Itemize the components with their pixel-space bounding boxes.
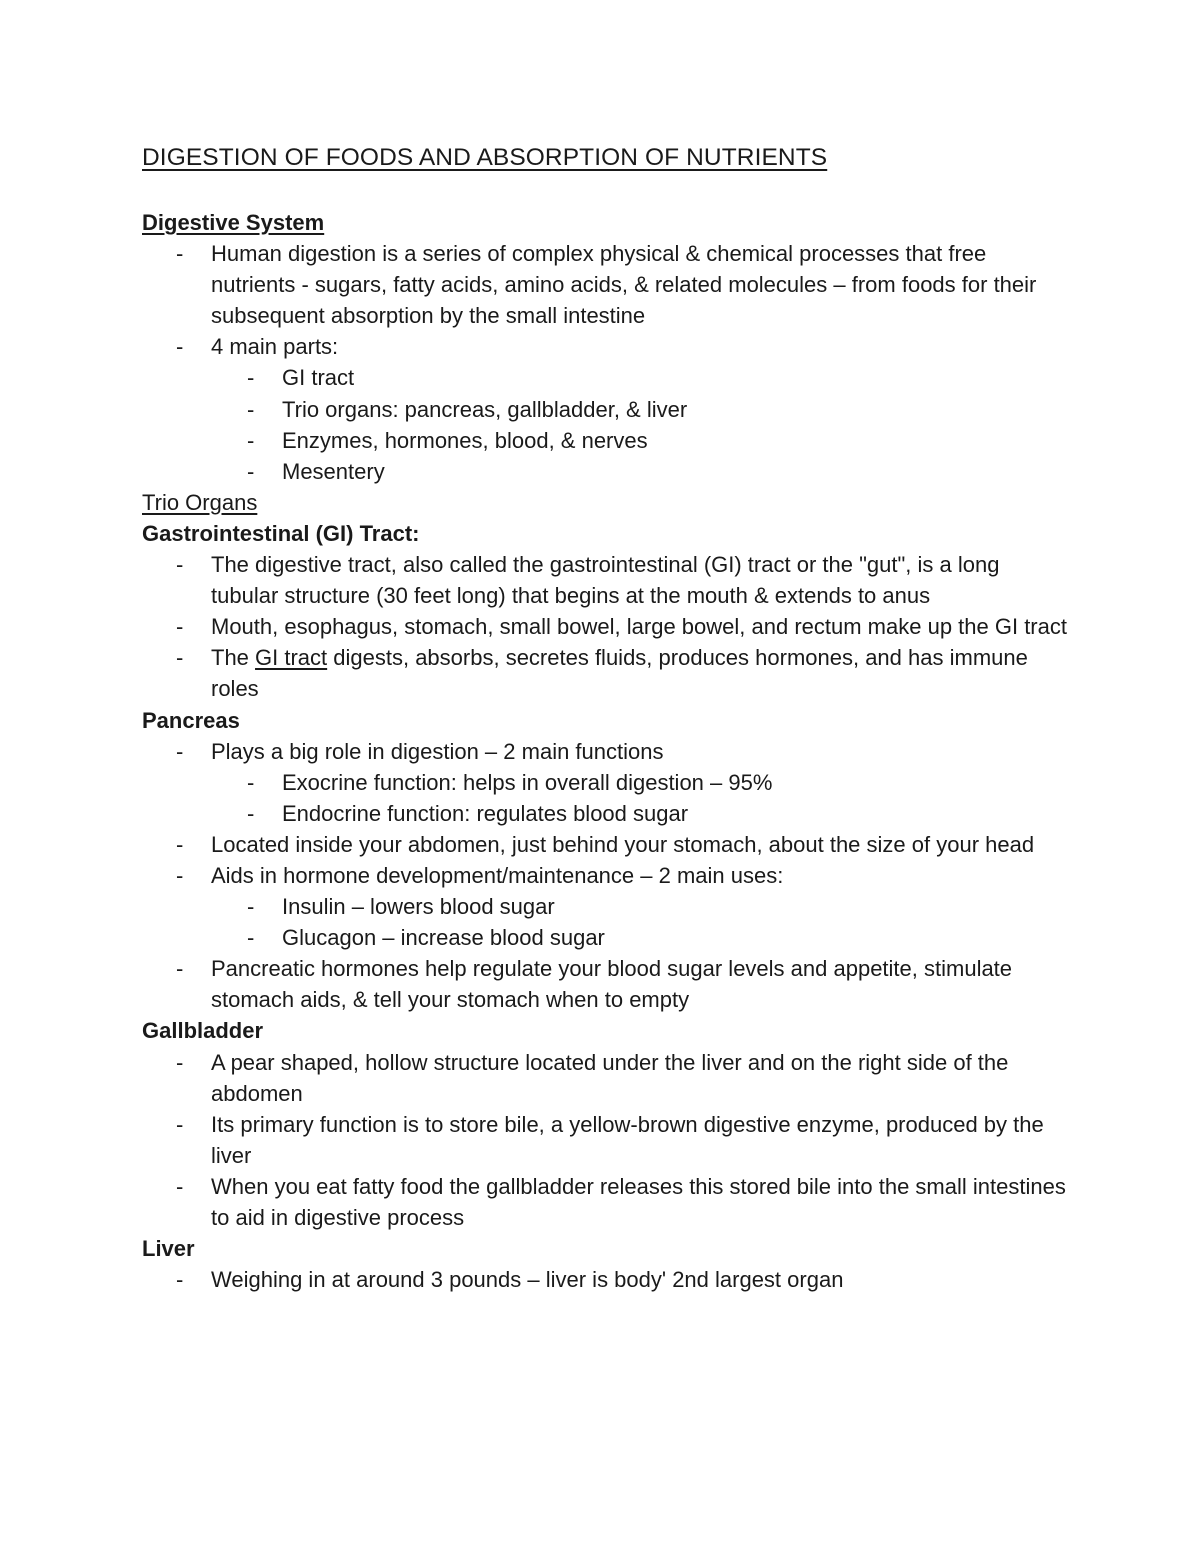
list-item-text: Exocrine function: helps in overall digestion – 95%: [282, 769, 773, 795]
section-heading: Liver: [142, 1236, 195, 1262]
list-item: [142, 829, 1072, 860]
bullet-dash: -: [176, 334, 184, 360]
bullet-dash: -: [176, 956, 184, 982]
list-item-text: A pear shaped, hollow structure located under the liver and on the right side of the abdomen: [211, 1049, 1009, 1106]
sub-list-item: [142, 362, 1072, 393]
list-item: [142, 1047, 1072, 1109]
bullet-dash: -: [176, 1173, 184, 1199]
list-item-text: Its primary function is to store bile, a yellow-brown digestive enzyme, produced by the liver: [211, 1111, 1044, 1168]
sub-list-item: [142, 767, 1072, 798]
sub-list-item: [142, 891, 1072, 922]
list-item-text-post: digests, absorbs, secretes fluids, produces hormones, and has immune roles: [211, 645, 1028, 702]
section-pancreas: [142, 705, 1072, 1016]
bullet-dash: -: [247, 396, 255, 422]
list-item-text: Mesentery: [282, 458, 385, 484]
list-item-text: Mouth, esophagus, stomach, small bowel, large bowel, and rectum make up the GI tract: [211, 614, 1067, 640]
bullet-dash: -: [176, 241, 184, 267]
section-gi-tract: [142, 518, 1072, 705]
list-item-text: Trio organs: pancreas, gallbladder, & liver: [282, 396, 688, 422]
bullet-dash: -: [247, 894, 255, 920]
section-heading: Pancreas: [142, 707, 240, 733]
bullet-dash: -: [176, 862, 184, 888]
sub-list-item: [142, 425, 1072, 456]
list-item: [142, 238, 1072, 331]
list-item: [142, 1109, 1072, 1171]
list-item-text: Human digestion is a series of complex physical & chemical processes that free nutrients - sugars, fatty acids, amino acids, & related molecules – from foods for their subsequent absorption by the small intestine: [211, 241, 1037, 329]
document-page: [142, 140, 1072, 1295]
section-gallbladder: [142, 1015, 1072, 1233]
sub-list-item: [142, 456, 1072, 487]
section-heading: Gallbladder: [142, 1018, 264, 1044]
gi-tract-underlined-text: GI tract: [255, 645, 328, 671]
list-item-text: The digestive tract, also called the gastrointestinal (GI) tract or the "gut", is a long tubular structure (30 feet long) that begins at the mouth & extends to anus: [211, 552, 1000, 609]
list-item: [142, 1171, 1072, 1233]
bullet-dash: -: [247, 427, 255, 453]
document-title: DIGESTION OF FOODS AND ABSORPTION OF NUTRIENTS: [142, 144, 828, 171]
list-item-text: GI tract: [282, 365, 355, 391]
list-item: [142, 860, 1072, 891]
list-item: [142, 611, 1072, 642]
list-item: [142, 736, 1072, 767]
trio-organs-subheading: Trio Organs: [142, 489, 258, 515]
list-item: [142, 642, 1072, 704]
list-item-text: Plays a big role in digestion – 2 main functions: [211, 738, 664, 764]
list-item: [142, 953, 1072, 1015]
bullet-dash: -: [176, 645, 184, 671]
bullet-dash: -: [247, 458, 255, 484]
list-item: [142, 1264, 1072, 1295]
list-item-text: Pancreatic hormones help regulate your blood sugar levels and appetite, stimulate stomach aids, & tell your stomach when to empty: [211, 956, 1013, 1013]
section-heading: Gastrointestinal (GI) Tract:: [142, 520, 420, 546]
list-item-text: Enzymes, hormones, blood, & nerves: [282, 427, 648, 453]
bullet-dash: -: [247, 925, 255, 951]
list-item: [142, 549, 1072, 611]
list-item-text: When you eat fatty food the gallbladder releases this stored bile into the small intestines to aid in digestive process: [211, 1173, 1066, 1230]
list-item-text: 4 main parts:: [211, 334, 339, 360]
section-digestive-system: [142, 207, 1072, 487]
bullet-dash: -: [247, 800, 255, 826]
bullet-dash: -: [247, 769, 255, 795]
bullet-dash: -: [176, 1111, 184, 1137]
list-item-text: Endocrine function: regulates blood sugar: [282, 800, 689, 826]
sub-list-item: [142, 394, 1072, 425]
list-item-text: Insulin – lowers blood sugar: [282, 894, 555, 920]
list-item: [142, 331, 1072, 362]
list-item-text: Weighing in at around 3 pounds – liver is body' 2nd largest organ: [211, 1267, 844, 1293]
bullet-dash: -: [176, 552, 184, 578]
section-heading: Digestive System: [142, 210, 325, 235]
bullet-dash: -: [176, 831, 184, 857]
bullet-dash: -: [176, 1049, 184, 1075]
list-item-text: Aids in hormone development/maintenance – 2 main uses:: [211, 862, 784, 888]
bullet-dash: -: [247, 365, 255, 391]
list-item-text-pre: The: [211, 645, 256, 671]
section-liver: [142, 1233, 1072, 1295]
bullet-dash: -: [176, 738, 184, 764]
list-item-text: Glucagon – increase blood sugar: [282, 925, 605, 951]
bullet-dash: -: [176, 614, 184, 640]
sub-list-item: [142, 922, 1072, 953]
list-item-text: Located inside your abdomen, just behind your stomach, about the size of your head: [211, 831, 1035, 857]
sub-list-item: [142, 798, 1072, 829]
bullet-dash: -: [176, 1267, 184, 1293]
